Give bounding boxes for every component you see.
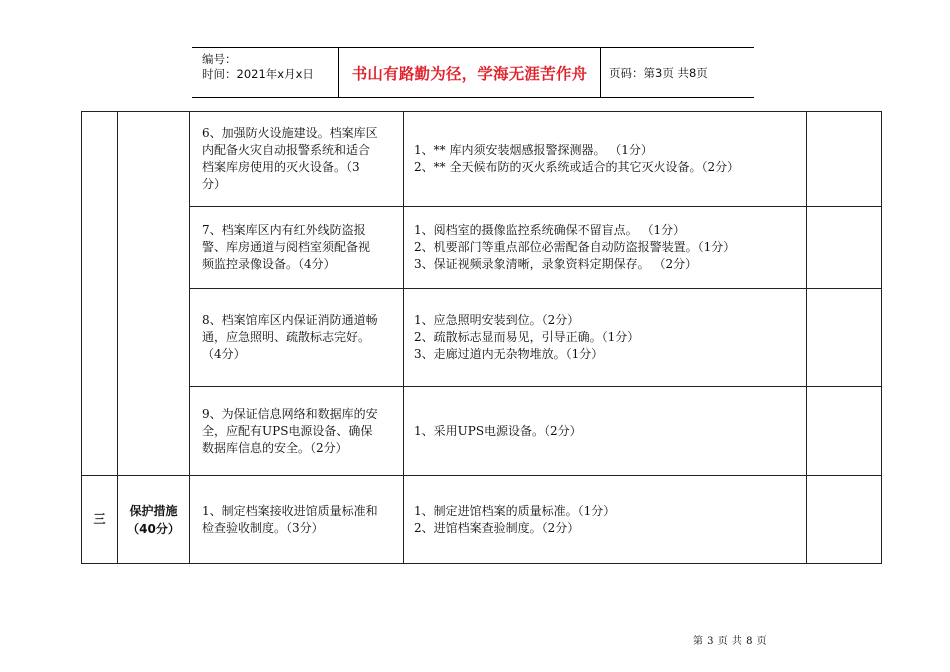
points-cell: 1、制定进馆档案的质量标准。（1分） 2、进馆档案查验制度。（2分）: [404, 476, 807, 564]
table-row: [82, 289, 882, 387]
table-row: [82, 207, 882, 289]
section-category: [118, 476, 190, 564]
score-cell: [807, 476, 882, 564]
score-cell: [807, 112, 882, 207]
category-cell: [118, 112, 190, 476]
header-motto: 书山有路勤为径，学海无涯苦作舟: [339, 48, 601, 97]
points-cell: 1、应急照明安装到位。（2分） 2、疏散标志显而易见，引导正确。（1分） 3、走廊过道内无杂物堆放。（1分）: [404, 289, 807, 387]
standard-cell: 9、为保证信息网络和数据库的安 全，应配有UPS电源设备、确保 数据库信息的安全。（2分）: [190, 387, 404, 476]
points-cell: 1、阅档室的摄像监控系统确保不留盲点。 （1分） 2、机要部门等重点部位必需配备自动防盗报警装置。（1分） 3、保证视频录象清晰，录象资料定期保存。 （2分）: [404, 207, 807, 289]
header-meta: [192, 48, 339, 97]
table-row: [82, 112, 882, 207]
header-page-label: 页码：第3页 共8页: [609, 65, 708, 80]
score-cell: [807, 289, 882, 387]
table-row: [82, 387, 882, 476]
page-header: [192, 47, 754, 98]
standard-cell: 6、加强防火设施建设。档案库区 内配备火灾自动报警系统和适合 档案库房使用的灭火设备。（3 分）: [190, 112, 404, 207]
time-label: 时间：2021年x月x日: [202, 67, 314, 81]
number-label: 编号：: [202, 52, 237, 66]
standard-cell: 1、制定档案接收进馆质量标准和 检查验收制度。（3分）: [190, 476, 404, 564]
category-title: 保护措施: [129, 503, 178, 518]
category-points: （40分）: [127, 521, 180, 536]
points-cell: 1、** 库内须安装烟感报警探测器。 （1分） 2、** 全天候布防的灭火系统或适合的其它灭火设备。（2分）: [404, 112, 807, 207]
section-number: 三: [82, 476, 118, 564]
score-cell: [807, 387, 882, 476]
page-footer: 第 3 页 共 8 页: [693, 636, 768, 647]
table-row: [82, 476, 882, 564]
points-cell: 1、采用UPS电源设备。（2分）: [404, 387, 807, 476]
number-cell: [82, 112, 118, 476]
standard-cell: 7、档案库区内有红外线防盗报 警、库房通道与阅档室须配备视 频监控录像设备。（4分）: [190, 207, 404, 289]
score-cell: [807, 207, 882, 289]
evaluation-table: [81, 111, 882, 564]
standard-cell: 8、档案馆库区内保证消防通道畅 通，应急照明、疏散标志完好。 （4分）: [190, 289, 404, 387]
